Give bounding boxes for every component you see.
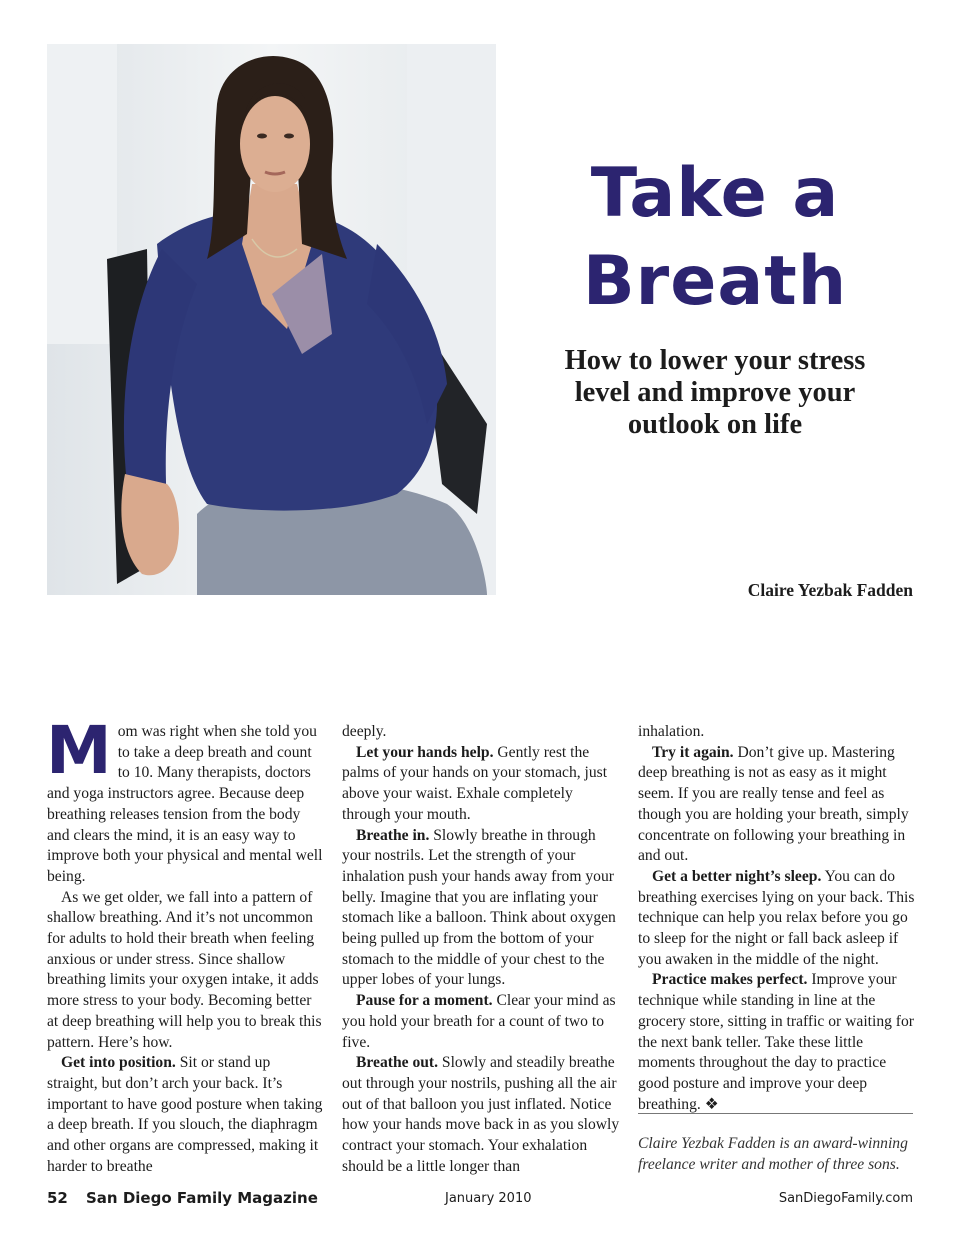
article-title — [540, 150, 890, 326]
step-heading: Try it again. — [652, 743, 734, 761]
author-byline: Claire Yezbak Fadden — [747, 580, 913, 600]
step-breathe-out — [342, 1053, 622, 1177]
drop-cap: M — [46, 712, 112, 789]
continued-text: deeply. — [342, 723, 387, 740]
intro-text: om was right when she told you to take a deep breath and count to 10. Many therapists, doctors and yoga instructors agree. Because deep breathing releases tension from the body and clears the mind, it is an easy way to improve both your physical and mental well being. — [47, 723, 323, 885]
continued-text: inhalation. — [638, 723, 705, 740]
step-text: Slowly breathe in through your nostrils. Let the strength of your inhalation push your hands away from your belly. Imagine that you are inflating your stomach like a balloon. Think about oxygen being pulled up from the bottom of your stomach to the middle of your chest to the upper lobes of your lungs. — [342, 826, 616, 989]
step-text: Clear your mind as you hold your breath for a count of two to five. — [342, 992, 616, 1051]
bio-divider — [638, 1113, 913, 1114]
website-url: SanDiegoFamily.com — [778, 1191, 913, 1206]
article-subtitle: How to lower your stress level and improve your outlook on life — [564, 345, 866, 440]
step-text: Gently rest the palms of your hands on your stomach, just above your waist. Exhale completely through your mouth. — [342, 743, 608, 823]
article-column-2 — [342, 722, 622, 1177]
step-heading: Get into position. — [61, 1054, 176, 1072]
title-line-1: Take a — [590, 154, 840, 233]
step-heading: Breathe in. — [356, 826, 430, 844]
step-text: Sit or stand up straight, but don’t arch your back. It’s important to have good posture when taking a deep breath. If you slouch, the diaphragm and other organs are compressed, making it harder to breathe — [47, 1054, 323, 1175]
step-better-sleep — [638, 867, 915, 971]
title-line-2: Breath — [582, 242, 848, 321]
step-text: Don’t give up. Mastering deep breathing is not as easy as it might seem. If you are really tense and feel as though you are holding your breath, simply concentrate on following your breathing in and out. — [638, 743, 909, 865]
article-photo — [47, 44, 496, 595]
step-get-into-position — [47, 1053, 323, 1177]
paragraph-2: As we get older, we fall into a pattern of shallow breathing. And it’s not uncommon for adults to hold their breath when feeling anxious or under stress. Since shallow breathing limits your oxygen intake, it adds more stress to your body. Becoming better at deep breathing will help you to break this pattern. Here’s how. — [47, 888, 322, 1051]
intro-paragraph — [46, 712, 323, 888]
step-let-your-hands-help — [342, 743, 622, 826]
step-practice — [638, 970, 915, 1115]
step-try-again — [638, 743, 915, 867]
end-mark-icon: ❖ — [700, 1095, 719, 1113]
step-heading: Get a better night’s sleep. — [652, 867, 822, 885]
article-column-1 — [46, 712, 323, 1177]
article-column-3 — [638, 722, 915, 1115]
author-bio: Claire Yezbak Fadden is an award-winning freelance writer and mother of three sons. — [638, 1135, 908, 1173]
issue-date: January 2010 — [445, 1191, 532, 1206]
page-number: 52 — [47, 1189, 68, 1207]
step-pause — [342, 991, 622, 1053]
step-heading: Let your hands help. — [356, 743, 494, 761]
step-text: Slowly and steadily breathe out through your nostrils, pushing all the air out of that balloon you just inflated. Notice how your hands move back in as you slowly contract your stomach. Your exhalation should be a little longer than — [342, 1054, 620, 1175]
magazine-name: San Diego Family Magazine — [86, 1189, 318, 1207]
step-heading: Practice makes perfect. — [652, 971, 808, 989]
step-heading: Pause for a moment. — [356, 992, 493, 1010]
step-heading: Breathe out. — [356, 1054, 439, 1072]
step-text: Improve your technique while standing in line at the grocery store, sitting in traffic or waiting for the next bank teller. Take these little moments throughout the day to practice good posture and improve your deep breathing. — [638, 971, 914, 1113]
step-breathe-in — [342, 826, 622, 992]
step-text: You can do breathing exercises lying on your back. This technique can help you relax before you go to sleep for the night or fall back asleep if you awaken in the middle of the night. — [638, 867, 915, 968]
